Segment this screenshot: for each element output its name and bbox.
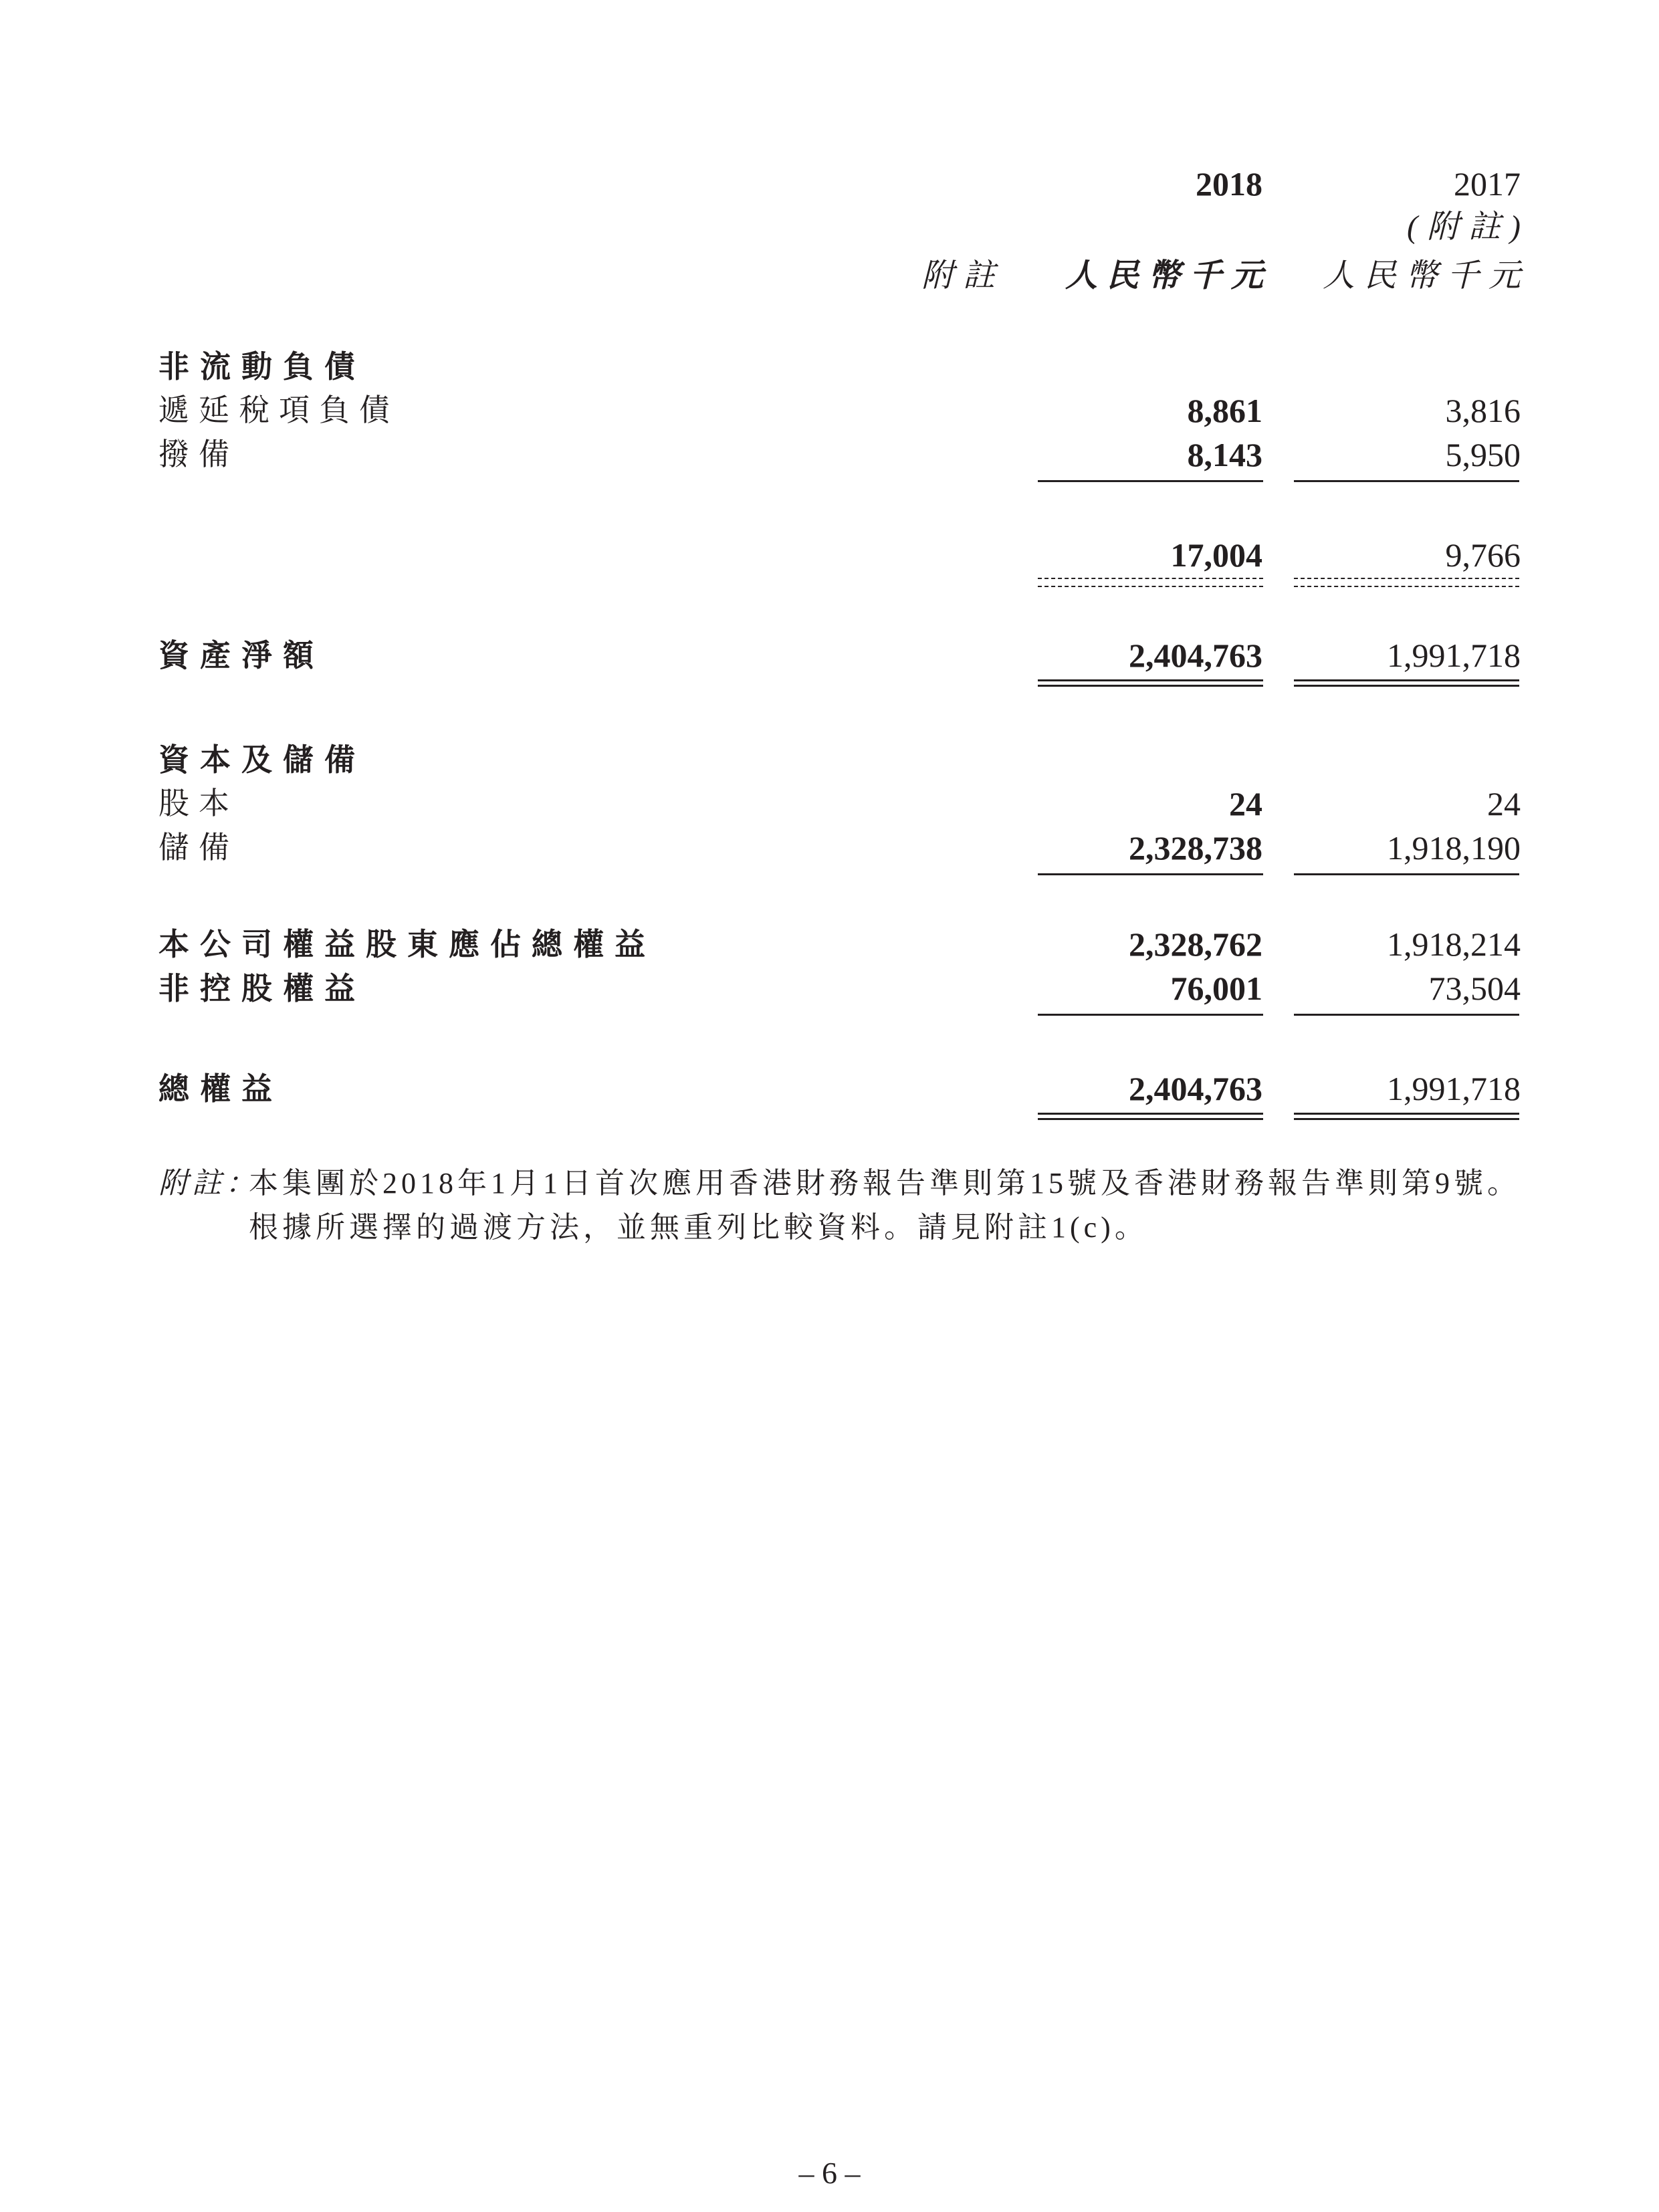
header-year-2017: 2017 <box>1454 165 1521 203</box>
value-2017-subtotal: 9,766 <box>1445 536 1521 574</box>
value-2018-share-capital: 24 <box>1229 785 1262 822</box>
value-2017-share-capital: 24 <box>1487 785 1521 822</box>
row-label-deferred-tax: 遞延稅項負債 <box>158 393 399 427</box>
header-unit-2017: 人民幣千元 <box>1322 258 1530 294</box>
header-note-column: 附註 <box>921 258 1005 294</box>
value-2018-total-equity: 2,404,763 <box>1129 1070 1262 1107</box>
row-label-provisions: 撥備 <box>158 437 239 471</box>
underline-2018-provisions <box>1038 480 1263 482</box>
page-number: – 6 – <box>798 2156 861 2190</box>
value-2018-reserves: 2,328,738 <box>1129 829 1262 867</box>
value-2018-equity-attributable: 2,328,762 <box>1129 925 1262 963</box>
underline-2017-non-controlling <box>1294 1014 1519 1016</box>
footnote-line-1: 本集團於2018年1月1日首次應用香港財務報告準則第15號及香港財務報告準則第9號。 <box>249 1167 1521 1200</box>
row-label-total-equity: 總權益 <box>158 1071 283 1107</box>
underline-2017-provisions <box>1294 480 1519 482</box>
value-2018-subtotal: 17,004 <box>1170 536 1262 574</box>
footnote-line-2: 根據所選擇的過渡方法，並無重列比較資料。請見附註1(c)。 <box>249 1211 1148 1244</box>
value-2018-non-controlling: 76,001 <box>1170 970 1262 1007</box>
underline-2018-reserves <box>1038 873 1263 875</box>
value-2017-net-assets: 1,991,718 <box>1387 637 1521 674</box>
double-underline-2018-total-equity <box>1038 1113 1263 1120</box>
double-underline-2018-net-assets <box>1038 679 1263 687</box>
section-non-current-liabilities: 非流動負債 <box>158 348 366 384</box>
double-underline-2017-total-equity <box>1294 1113 1519 1120</box>
section-capital-reserves: 資本及儲備 <box>158 742 366 778</box>
row-label-net-assets: 資產淨額 <box>158 637 324 673</box>
value-2017-total-equity: 1,991,718 <box>1387 1070 1521 1107</box>
value-2018-deferred-tax: 8,861 <box>1187 392 1262 429</box>
underline-2018-non-controlling <box>1038 1014 1263 1016</box>
underline-2017-reserves <box>1294 873 1519 875</box>
header-year-2018: 2018 <box>1196 165 1262 203</box>
header-note-2017: (附註) <box>1407 209 1530 245</box>
row-label-reserves: 儲備 <box>158 831 239 865</box>
footnote-prefix: 附註： <box>158 1167 259 1200</box>
dashline-2017-subtotal-b <box>1294 586 1519 587</box>
row-label-equity-attributable: 本公司權益股東應佔總權益 <box>158 926 656 962</box>
row-label-share-capital: 股本 <box>158 786 239 820</box>
dashline-2017-subtotal-a <box>1294 578 1519 579</box>
dashline-2018-subtotal-a <box>1038 578 1263 579</box>
value-2018-net-assets: 2,404,763 <box>1129 637 1262 674</box>
row-label-non-controlling: 非控股權益 <box>158 970 366 1006</box>
value-2017-reserves: 1,918,190 <box>1387 829 1521 867</box>
value-2017-deferred-tax: 3,816 <box>1445 392 1521 429</box>
dashline-2018-subtotal-b <box>1038 586 1263 587</box>
header-unit-2018: 人民幣千元 <box>1065 258 1273 294</box>
double-underline-2017-net-assets <box>1294 679 1519 687</box>
value-2017-non-controlling: 73,504 <box>1428 970 1521 1007</box>
value-2017-equity-attributable: 1,918,214 <box>1387 925 1521 963</box>
value-2017-provisions: 5,950 <box>1445 436 1521 473</box>
value-2018-provisions: 8,143 <box>1187 436 1262 473</box>
